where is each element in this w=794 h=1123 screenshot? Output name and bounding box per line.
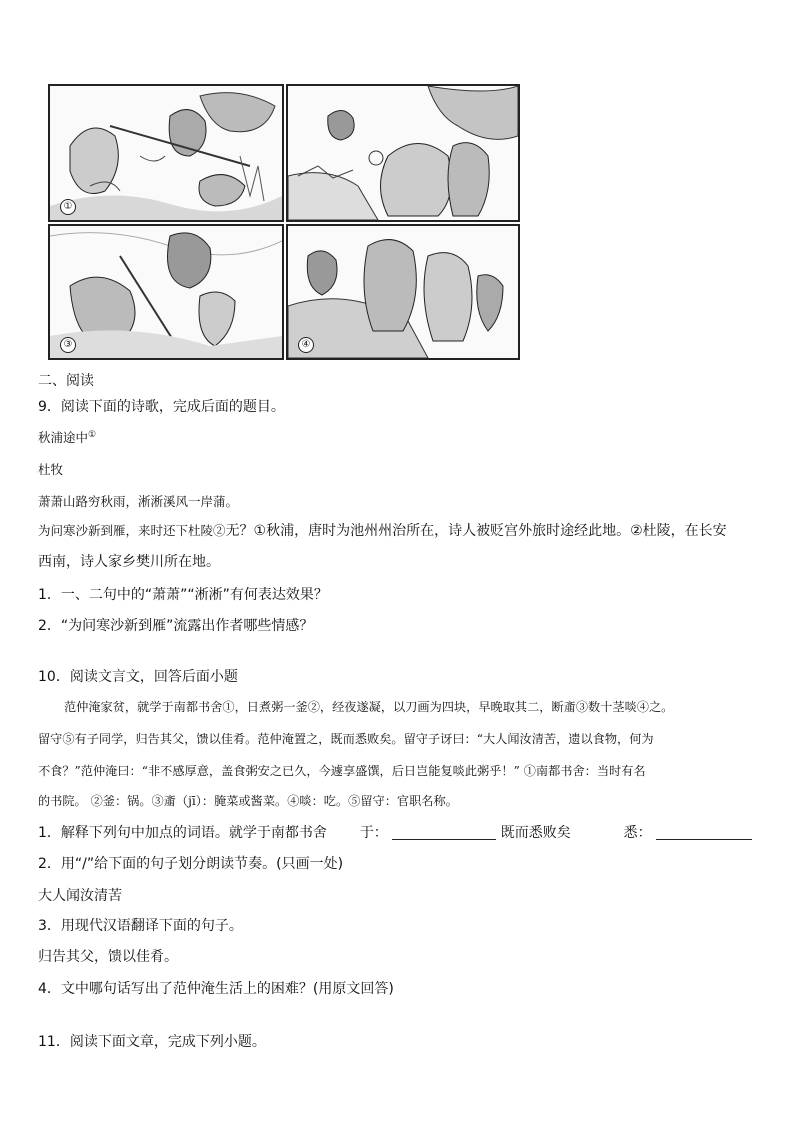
question-10-sub-3: 3．用现代汉语翻译下面的句子。 xyxy=(38,918,243,934)
illustration-panel-4 xyxy=(286,224,520,360)
poem-line-2-text: 为问寒沙新到雁，来时还下杜陵 xyxy=(38,523,214,538)
ink-drawing-2 xyxy=(288,86,518,220)
question-9-sub-1: 1．一、二句中的“萧萧”“淅淅”有何表达效果？ xyxy=(38,587,328,603)
sub-1-prompt: 1．解释下列句中加点的词语。就学于南都书舍 xyxy=(38,825,327,841)
illustration-panels xyxy=(48,84,520,358)
poem-line-2 xyxy=(38,520,727,540)
poet-name: 杜牧 xyxy=(38,462,64,477)
question-9-title: 9．阅读下面的诗歌，完成后面的题目。 xyxy=(38,399,285,415)
ink-drawing-1 xyxy=(50,86,282,220)
question-10-title: 10．阅读文言文，回答后面小题 xyxy=(38,669,238,685)
question-10-sub-4: 4．文中哪句话写出了范仲淹生活上的困难？(用原文回答) xyxy=(38,981,394,997)
question-9-sub-2: 2．“为问寒沙新到雁”流露出作者哪些情感？ xyxy=(38,618,314,634)
poem-title-text: 秋浦途中 xyxy=(38,430,89,445)
question-10-sub-1 xyxy=(38,822,752,842)
classical-text-line-4: 的书院。 ②釜：锅。③齑（jī）：腌菜或酱菜。④啖：吃。⑤留守：官职名称。 xyxy=(38,794,458,808)
ink-drawing-4 xyxy=(288,226,518,358)
panel-number: ③ xyxy=(60,337,76,353)
sub-1-label-yu: 于： xyxy=(359,825,388,841)
answer-blank-xi[interactable] xyxy=(656,825,752,840)
poem-notes-continued: 西南，诗人家乡樊川所在地。 xyxy=(38,554,220,570)
section-heading: 二、阅读 xyxy=(38,373,94,389)
poem-note-2: ② xyxy=(213,523,226,538)
sub-1-phrase: 既而悉败矣 xyxy=(500,825,571,841)
panel-number: ④ xyxy=(298,337,314,353)
illustration-panel-2 xyxy=(286,84,520,222)
panel-number: ① xyxy=(60,199,76,215)
poem-title xyxy=(38,428,96,446)
question-11-title: 11．阅读下面文章，完成下列小题。 xyxy=(38,1034,266,1050)
classical-text-line-2: 留守⑤有子同学，归告其父，馈以佳肴。范仲淹置之，既而悉败矣。留守子讶曰：“大人闻汝清苦，遗以食物，何为 xyxy=(38,732,654,746)
ink-drawing-3 xyxy=(50,226,282,358)
poem-line-1: 萧萧山路穷秋雨，淅淅溪风一岸蒲。 xyxy=(38,494,239,509)
sub-1-label-xi: 悉： xyxy=(623,825,652,841)
question-10-sub-3-sentence: 归告其父，馈以佳肴。 xyxy=(38,949,178,965)
illustration-panel-1 xyxy=(48,84,284,222)
illustration-panel-3 xyxy=(48,224,284,360)
poem-notes: 无？①秋浦，唐时为池州州治所在，诗人被贬宫外旅时途经此地。②杜陵，在长安 xyxy=(225,523,727,539)
answer-blank-yu[interactable] xyxy=(392,825,496,840)
classical-text-line-1: 范仲淹家贫，就学于南都书舍①，日煮粥一釜②，经夜遂凝，以刀画为四块，早晚取其二，断齑③数十茎啖④之。 xyxy=(64,700,674,714)
question-10-sub-2: 2．用“/”给下面的句子划分朗读节奏。(只画一处) xyxy=(38,856,344,872)
footnote-marker: ① xyxy=(88,429,97,440)
classical-text-line-3: 不食？”范仲淹曰：“非不感厚意，盖食粥安之已久，今遽享盛馔，后日岂能复啖此粥乎！” ①南都书舍：当时有名 xyxy=(38,764,646,778)
question-10-sub-2-sentence: 大人闻汝清苦 xyxy=(38,888,122,904)
